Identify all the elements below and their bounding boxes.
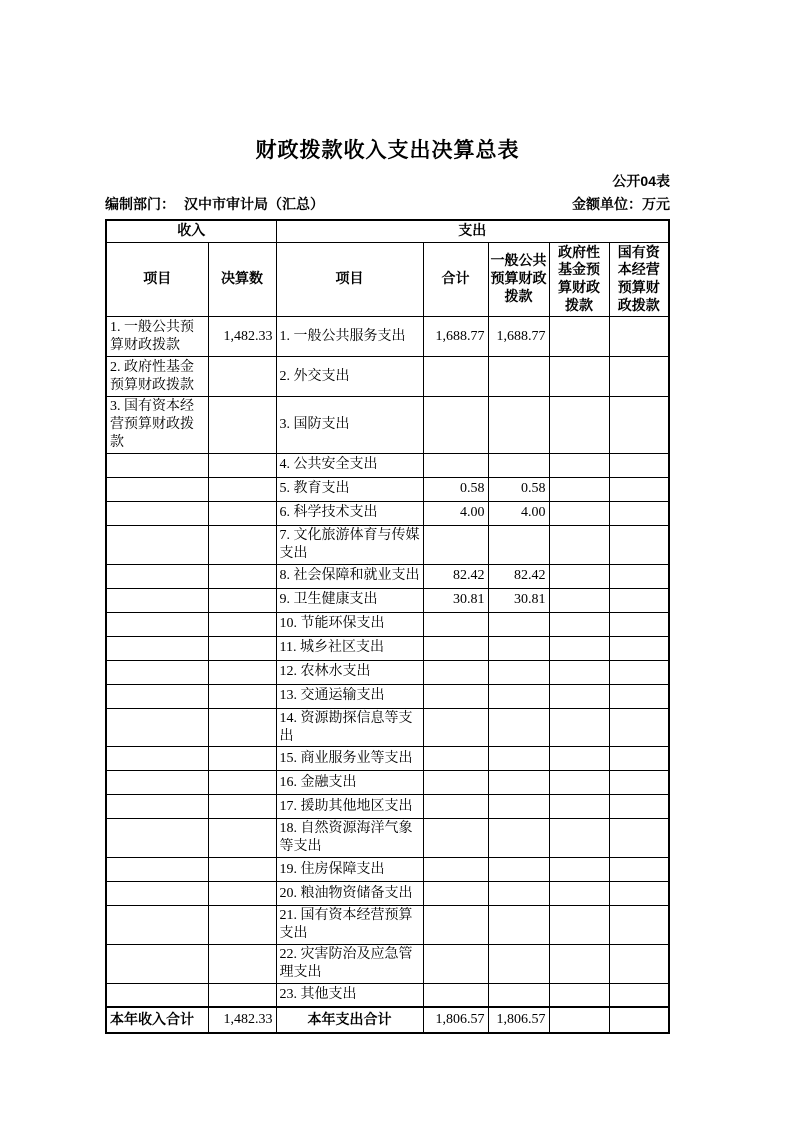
table-row bbox=[106, 945, 669, 984]
totals-row bbox=[106, 1007, 669, 1033]
income-item-cell bbox=[106, 477, 208, 501]
table-row bbox=[106, 882, 669, 906]
expense-state-capital-cell bbox=[609, 708, 669, 747]
table-row bbox=[106, 795, 669, 819]
amount-unit-label: 金额单位：万元 bbox=[572, 196, 670, 212]
expense-state-capital-total-value bbox=[609, 1007, 669, 1033]
column-header-row bbox=[106, 242, 669, 317]
expense-state-capital-cell bbox=[609, 453, 669, 477]
expense-gov-fund-cell bbox=[549, 945, 609, 984]
expense-state-capital-cell bbox=[609, 564, 669, 588]
expense-gov-fund-cell bbox=[549, 795, 609, 819]
expense-total-cell: 4.00 bbox=[423, 501, 488, 525]
expense-total-cell bbox=[423, 747, 488, 771]
expense-item-cell: 4. 公共安全支出 bbox=[276, 453, 423, 477]
expense-gov-fund-cell bbox=[549, 771, 609, 795]
expense-total-cell bbox=[423, 660, 488, 684]
expense-gov-fund-cell bbox=[549, 501, 609, 525]
table-row bbox=[106, 477, 669, 501]
expense-total-cell bbox=[423, 636, 488, 660]
expense-total-label: 本年支出合计 bbox=[276, 1007, 423, 1033]
table-row bbox=[106, 453, 669, 477]
table-code-label: 公开04表 bbox=[612, 173, 670, 189]
expense-general-cell bbox=[488, 882, 549, 906]
expense-item-cell: 12. 农林水支出 bbox=[276, 660, 423, 684]
expense-gov-fund-cell bbox=[549, 747, 609, 771]
expense-state-capital-cell bbox=[609, 858, 669, 882]
expense-state-capital-cell bbox=[609, 771, 669, 795]
expense-gov-fund-cell bbox=[549, 317, 609, 357]
table-row bbox=[106, 858, 669, 882]
expense-state-capital-cell bbox=[609, 819, 669, 858]
income-amount-cell: 1,482.33 bbox=[208, 317, 276, 357]
expense-general-cell bbox=[488, 747, 549, 771]
income-amount-cell bbox=[208, 708, 276, 747]
expense-general-cell bbox=[488, 945, 549, 984]
expense-total-cell bbox=[423, 882, 488, 906]
table-header bbox=[106, 220, 669, 317]
income-item-cell bbox=[106, 588, 208, 612]
expense-gov-fund-cell bbox=[549, 636, 609, 660]
income-item-cell bbox=[106, 453, 208, 477]
income-item-cell bbox=[106, 708, 208, 747]
income-item-cell bbox=[106, 612, 208, 636]
expense-general-cell bbox=[488, 660, 549, 684]
expense-general-cell bbox=[488, 795, 549, 819]
income-amount-cell bbox=[208, 819, 276, 858]
expense-state-capital-cell bbox=[609, 660, 669, 684]
expense-gov-fund-cell bbox=[549, 588, 609, 612]
expense-item-cell: 10. 节能环保支出 bbox=[276, 612, 423, 636]
expense-general-total-value: 1,806.57 bbox=[488, 1007, 549, 1033]
table-row bbox=[106, 684, 669, 708]
income-item-cell: 2. 政府性基金预算财政拨款 bbox=[106, 357, 208, 397]
table-row bbox=[106, 906, 669, 945]
expense-item-cell: 3. 国防支出 bbox=[276, 397, 423, 454]
expense-item-cell: 14. 资源勘探信息等支出 bbox=[276, 708, 423, 747]
expense-general-cell bbox=[488, 525, 549, 564]
expense-state-capital-cell bbox=[609, 906, 669, 945]
expense-item-cell: 13. 交通运输支出 bbox=[276, 684, 423, 708]
table-row bbox=[106, 771, 669, 795]
expense-item-cell: 7. 文化旅游体育与传媒支出 bbox=[276, 525, 423, 564]
expense-general-cell bbox=[488, 357, 549, 397]
income-item-cell bbox=[106, 771, 208, 795]
meta-row bbox=[105, 194, 670, 214]
expense-gov-fund-cell bbox=[549, 858, 609, 882]
table-row bbox=[106, 660, 669, 684]
income-item-cell bbox=[106, 882, 208, 906]
expense-gov-fund-cell bbox=[549, 612, 609, 636]
expense-state-capital-cell bbox=[609, 636, 669, 660]
expense-total-cell bbox=[423, 612, 488, 636]
income-amount-cell bbox=[208, 612, 276, 636]
expense-state-capital-cell bbox=[609, 357, 669, 397]
table-row bbox=[106, 636, 669, 660]
income-amount-cell bbox=[208, 564, 276, 588]
expense-total-cell bbox=[423, 708, 488, 747]
income-item-cell bbox=[106, 819, 208, 858]
expense-state-capital-header: 国有资本经营预算财政拨款 bbox=[609, 242, 669, 317]
expense-total-cell bbox=[423, 397, 488, 454]
expense-general-header: 一般公共预算财政拨款 bbox=[488, 242, 549, 317]
table-row bbox=[106, 588, 669, 612]
expense-gov-fund-cell bbox=[549, 564, 609, 588]
expense-state-capital-cell bbox=[609, 397, 669, 454]
expense-total-cell bbox=[423, 945, 488, 984]
expense-state-capital-cell bbox=[609, 983, 669, 1007]
income-item-cell: 1. 一般公共预算财政拨款 bbox=[106, 317, 208, 357]
expense-general-cell bbox=[488, 906, 549, 945]
expense-total-cell: 30.81 bbox=[423, 588, 488, 612]
expense-state-capital-cell bbox=[609, 317, 669, 357]
prepared-by bbox=[105, 194, 324, 214]
expense-item-cell: 5. 教育支出 bbox=[276, 477, 423, 501]
expense-gov-fund-cell bbox=[549, 708, 609, 747]
expense-general-cell bbox=[488, 708, 549, 747]
expense-total-cell bbox=[423, 357, 488, 397]
expense-gov-fund-cell bbox=[549, 397, 609, 454]
expense-total-cell bbox=[423, 771, 488, 795]
table-footer bbox=[106, 1007, 669, 1033]
income-amount-cell bbox=[208, 771, 276, 795]
income-item-cell bbox=[106, 945, 208, 984]
expense-general-cell bbox=[488, 612, 549, 636]
income-amount-cell bbox=[208, 477, 276, 501]
expense-item-cell: 20. 粮油物资储备支出 bbox=[276, 882, 423, 906]
page-title: 财政拨款收入支出决算总表 bbox=[255, 139, 520, 162]
expense-state-capital-cell bbox=[609, 684, 669, 708]
income-amount-cell bbox=[208, 397, 276, 454]
income-total-label: 本年收入合计 bbox=[106, 1007, 208, 1033]
expense-general-cell bbox=[488, 397, 549, 454]
income-item-cell bbox=[106, 684, 208, 708]
expense-item-cell: 22. 灾害防治及应急管理支出 bbox=[276, 945, 423, 984]
expense-gov-fund-cell bbox=[549, 882, 609, 906]
expense-state-capital-cell bbox=[609, 945, 669, 984]
income-amount-cell bbox=[208, 660, 276, 684]
table-row bbox=[106, 708, 669, 747]
document-content bbox=[105, 0, 670, 1034]
expense-item-cell: 15. 商业服务业等支出 bbox=[276, 747, 423, 771]
income-item-cell bbox=[106, 636, 208, 660]
expense-total-cell bbox=[423, 906, 488, 945]
expense-gov-fund-cell bbox=[549, 453, 609, 477]
expense-gov-fund-header: 政府性基金预算财政拨款 bbox=[549, 242, 609, 317]
table-row bbox=[106, 564, 669, 588]
expense-item-header: 项目 bbox=[276, 242, 423, 317]
expense-total-cell bbox=[423, 819, 488, 858]
income-item-cell bbox=[106, 795, 208, 819]
expense-state-capital-cell bbox=[609, 747, 669, 771]
income-item-cell bbox=[106, 747, 208, 771]
income-item-cell bbox=[106, 906, 208, 945]
income-total-value: 1,482.33 bbox=[208, 1007, 276, 1033]
expense-total-cell: 0.58 bbox=[423, 477, 488, 501]
expense-gov-fund-total-value bbox=[549, 1007, 609, 1033]
expense-gov-fund-cell bbox=[549, 525, 609, 564]
income-item-cell bbox=[106, 564, 208, 588]
table-row bbox=[106, 357, 669, 397]
income-amount-cell bbox=[208, 983, 276, 1007]
expense-group-header: 支出 bbox=[276, 220, 669, 242]
expense-gov-fund-cell bbox=[549, 983, 609, 1007]
expense-state-capital-cell bbox=[609, 882, 669, 906]
income-item-cell: 3. 国有资本经营预算财政拨款 bbox=[106, 397, 208, 454]
expense-item-cell: 19. 住房保障支出 bbox=[276, 858, 423, 882]
expense-gov-fund-cell bbox=[549, 357, 609, 397]
income-amount-cell bbox=[208, 525, 276, 564]
group-header-row bbox=[106, 220, 669, 242]
expense-gov-fund-cell bbox=[549, 660, 609, 684]
income-amount-cell bbox=[208, 501, 276, 525]
table-row bbox=[106, 501, 669, 525]
income-group-header: 收入 bbox=[106, 220, 276, 242]
table-body bbox=[106, 317, 669, 1008]
expense-total-header: 合计 bbox=[423, 242, 488, 317]
table-row bbox=[106, 612, 669, 636]
income-item-cell bbox=[106, 525, 208, 564]
expense-general-cell bbox=[488, 819, 549, 858]
expense-item-cell: 16. 金融支出 bbox=[276, 771, 423, 795]
expense-total-value: 1,806.57 bbox=[423, 1007, 488, 1033]
expense-item-cell: 23. 其他支出 bbox=[276, 983, 423, 1007]
expense-general-cell: 30.81 bbox=[488, 588, 549, 612]
expense-general-cell bbox=[488, 771, 549, 795]
expense-gov-fund-cell bbox=[549, 819, 609, 858]
expense-gov-fund-cell bbox=[549, 906, 609, 945]
expense-total-cell bbox=[423, 795, 488, 819]
expense-total-cell: 82.42 bbox=[423, 564, 488, 588]
prepared-by-label: 编制部门： bbox=[105, 196, 175, 212]
income-amount-cell bbox=[208, 357, 276, 397]
expense-general-cell bbox=[488, 636, 549, 660]
expense-item-cell: 21. 国有资本经营预算支出 bbox=[276, 906, 423, 945]
income-item-cell bbox=[106, 660, 208, 684]
expense-state-capital-cell bbox=[609, 501, 669, 525]
table-row bbox=[106, 525, 669, 564]
income-amount-cell bbox=[208, 795, 276, 819]
expense-item-cell: 6. 科学技术支出 bbox=[276, 501, 423, 525]
expense-gov-fund-cell bbox=[549, 477, 609, 501]
income-amount-cell bbox=[208, 882, 276, 906]
table-row bbox=[106, 819, 669, 858]
table-row bbox=[106, 747, 669, 771]
expense-gov-fund-cell bbox=[549, 684, 609, 708]
expense-general-cell: 0.58 bbox=[488, 477, 549, 501]
income-amount-cell bbox=[208, 636, 276, 660]
income-amount-cell bbox=[208, 945, 276, 984]
expense-item-cell: 11. 城乡社区支出 bbox=[276, 636, 423, 660]
expense-state-capital-cell bbox=[609, 588, 669, 612]
expense-total-cell bbox=[423, 983, 488, 1007]
expense-general-cell bbox=[488, 453, 549, 477]
expense-general-cell bbox=[488, 684, 549, 708]
expense-item-cell: 9. 卫生健康支出 bbox=[276, 588, 423, 612]
table-row bbox=[106, 317, 669, 357]
expense-general-cell: 82.42 bbox=[488, 564, 549, 588]
expense-item-cell: 8. 社会保障和就业支出 bbox=[276, 564, 423, 588]
expense-state-capital-cell bbox=[609, 525, 669, 564]
income-amount-cell bbox=[208, 684, 276, 708]
prepared-by-value: 汉中市审计局（汇总） bbox=[184, 196, 324, 212]
income-amount-cell bbox=[208, 858, 276, 882]
expense-item-cell: 1. 一般公共服务支出 bbox=[276, 317, 423, 357]
income-amount-cell bbox=[208, 453, 276, 477]
expense-total-cell bbox=[423, 858, 488, 882]
income-amount-cell bbox=[208, 747, 276, 771]
expense-general-cell bbox=[488, 858, 549, 882]
expense-total-cell bbox=[423, 525, 488, 564]
expense-item-cell: 2. 外交支出 bbox=[276, 357, 423, 397]
income-amount-cell bbox=[208, 588, 276, 612]
expense-general-cell: 4.00 bbox=[488, 501, 549, 525]
table-row bbox=[106, 397, 669, 454]
expense-item-cell: 18. 自然资源海洋气象等支出 bbox=[276, 819, 423, 858]
expense-state-capital-cell bbox=[609, 795, 669, 819]
income-item-header: 项目 bbox=[106, 242, 208, 317]
expense-state-capital-cell bbox=[609, 612, 669, 636]
expense-state-capital-cell bbox=[609, 477, 669, 501]
income-item-cell bbox=[106, 501, 208, 525]
income-item-cell bbox=[106, 983, 208, 1007]
expense-general-cell: 1,688.77 bbox=[488, 317, 549, 357]
table-row bbox=[106, 983, 669, 1007]
expense-total-cell bbox=[423, 684, 488, 708]
expense-general-cell bbox=[488, 983, 549, 1007]
income-item-cell bbox=[106, 858, 208, 882]
expense-total-cell bbox=[423, 453, 488, 477]
income-amount-header: 决算数 bbox=[208, 242, 276, 317]
expense-item-cell: 17. 援助其他地区支出 bbox=[276, 795, 423, 819]
income-amount-cell bbox=[208, 906, 276, 945]
budget-summary-table bbox=[105, 219, 670, 1034]
expense-total-cell: 1,688.77 bbox=[423, 317, 488, 357]
